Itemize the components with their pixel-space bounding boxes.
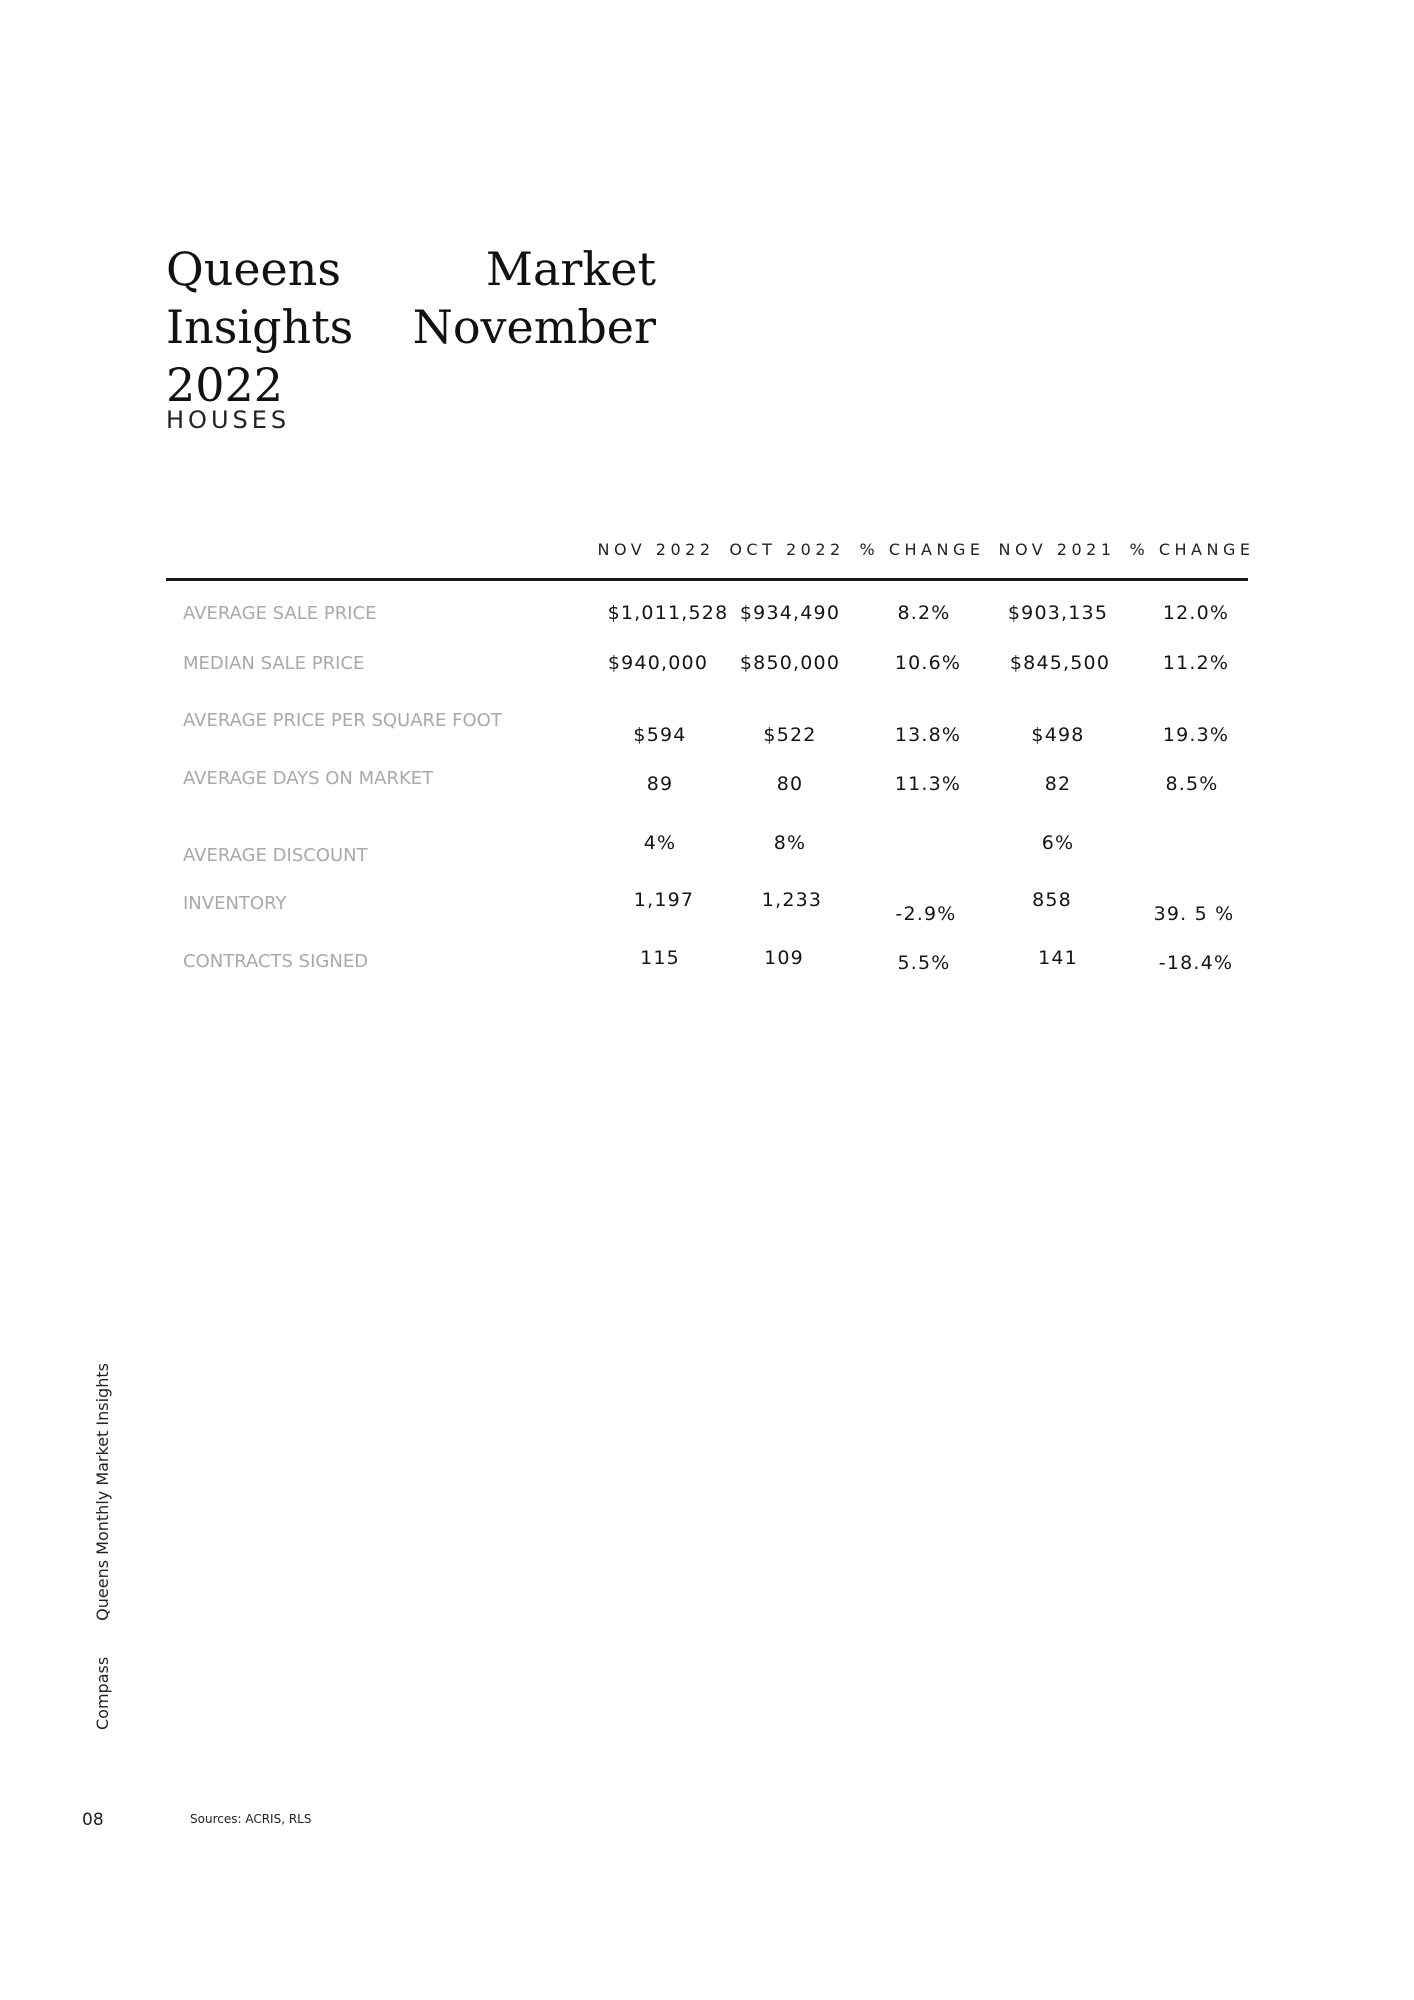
table-cell: $594 bbox=[633, 724, 687, 746]
column-header-change-year: % CHANGE bbox=[1129, 540, 1255, 559]
header-divider bbox=[166, 578, 1248, 581]
sources-note: Sources: ACRIS, RLS bbox=[190, 1812, 312, 1826]
table-cell: $934,490 bbox=[739, 602, 841, 624]
table-cell: 8.5% bbox=[1165, 773, 1219, 795]
title-word: Market bbox=[485, 242, 656, 296]
table-cell: 13.8% bbox=[894, 724, 962, 746]
table-cell: $522 bbox=[763, 724, 817, 746]
table-cell: 858 bbox=[1032, 889, 1072, 911]
table-cell: 11.2% bbox=[1162, 652, 1230, 674]
table-cell: 1,233 bbox=[761, 889, 823, 911]
title-line-1 bbox=[166, 240, 656, 298]
row-label-average-sale-price: AVERAGE SALE PRICE bbox=[183, 603, 377, 624]
page-subtitle: HOUSES bbox=[166, 406, 291, 434]
column-header-nov-2022: NOV 2022 bbox=[597, 540, 715, 559]
row-label-median-sale-price: MEDIAN SALE PRICE bbox=[183, 653, 365, 674]
title-word: Insights bbox=[166, 300, 354, 354]
table-cell: 8% bbox=[773, 832, 807, 854]
table-cell: 10.6% bbox=[894, 652, 962, 674]
table-cell: 6% bbox=[1041, 832, 1075, 854]
table-cell: 80 bbox=[776, 773, 804, 795]
table-cell: 109 bbox=[764, 947, 804, 969]
table-cell: $845,500 bbox=[1009, 652, 1111, 674]
title-line-2 bbox=[166, 298, 656, 356]
table-cell: 5.5% bbox=[897, 952, 951, 974]
column-header-oct-2022: OCT 2022 bbox=[729, 540, 845, 559]
vertical-sidebar bbox=[93, 1363, 112, 1730]
title-word: November bbox=[412, 300, 656, 354]
row-label-average-discount: AVERAGE DISCOUNT bbox=[183, 845, 368, 866]
table-cell: -2.9% bbox=[895, 903, 957, 925]
brand-name: Compass bbox=[93, 1656, 112, 1730]
title-word: Queens bbox=[166, 242, 342, 296]
table-cell: 19.3% bbox=[1162, 724, 1230, 746]
row-label-average-price-per-square-foot: AVERAGE PRICE PER SQUARE FOOT bbox=[183, 710, 502, 731]
table-cell: $1,011,528 bbox=[607, 602, 729, 624]
row-label-inventory: INVENTORY bbox=[183, 893, 287, 914]
page-number: 08 bbox=[82, 1810, 104, 1830]
publication-name: Queens Monthly Market Insights bbox=[93, 1363, 112, 1621]
table-cell: 115 bbox=[640, 947, 680, 969]
table-cell: 4% bbox=[643, 832, 677, 854]
row-label-contracts-signed: CONTRACTS SIGNED bbox=[183, 951, 369, 972]
table-cell: 12.0% bbox=[1162, 602, 1230, 624]
table-cell: $850,000 bbox=[739, 652, 841, 674]
column-header-change-month: % CHANGE bbox=[859, 540, 985, 559]
table-cell: 8.2% bbox=[897, 602, 951, 624]
table-cell: 141 bbox=[1038, 947, 1078, 969]
table-cell: 1,197 bbox=[633, 889, 695, 911]
title-word: 2022 bbox=[166, 358, 284, 412]
table-cell: $903,135 bbox=[1007, 602, 1109, 624]
table-cell: -18.4% bbox=[1158, 952, 1234, 974]
page-title bbox=[166, 240, 656, 414]
column-header-nov-2021: NOV 2021 bbox=[998, 540, 1116, 559]
table-cell: 39. 5 % bbox=[1153, 903, 1235, 925]
table-cell: 89 bbox=[646, 773, 674, 795]
table-cell: 11.3% bbox=[894, 773, 962, 795]
row-label-average-days-on-market: AVERAGE DAYS ON MARKET bbox=[183, 768, 434, 789]
table-cell: 82 bbox=[1044, 773, 1072, 795]
table-cell: $940,000 bbox=[607, 652, 709, 674]
table-cell: $498 bbox=[1031, 724, 1085, 746]
